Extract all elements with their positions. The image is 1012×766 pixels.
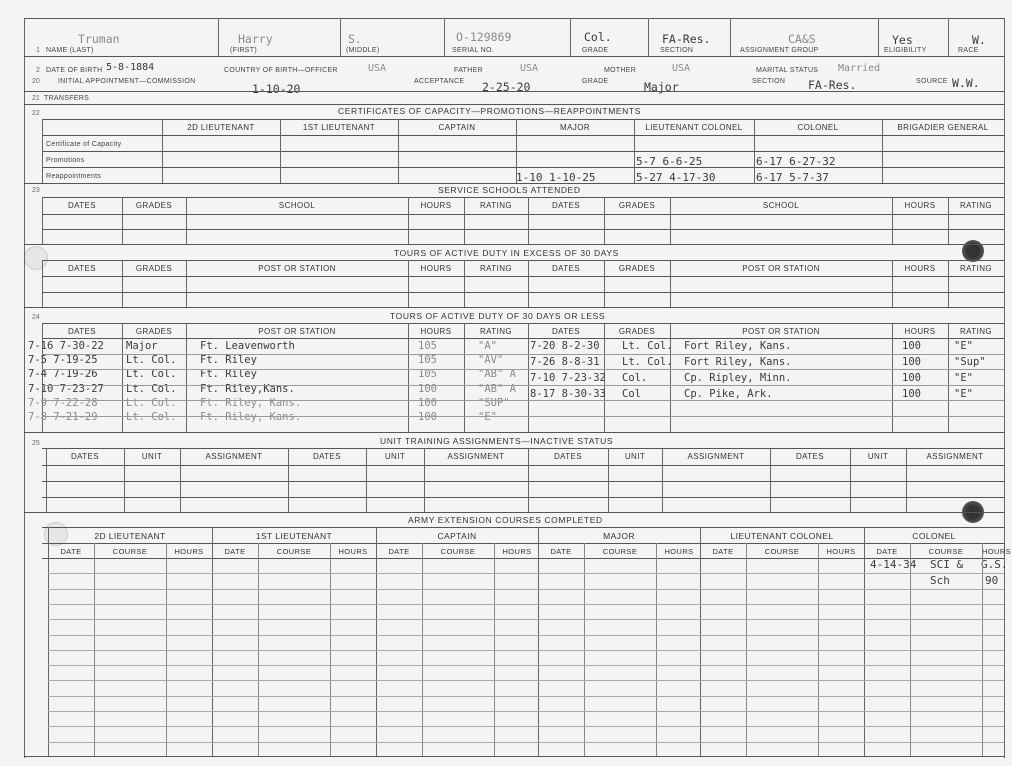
unit-training-header-2: ASSIGNMENT [205, 452, 263, 461]
extension-row-line [48, 573, 1004, 574]
grade-value: Col. [584, 30, 612, 44]
extension-sub-0-1: COURSE [112, 547, 148, 556]
label-first: (FIRST) [230, 47, 257, 54]
label-mother: MOTHER [604, 67, 637, 74]
tour-row-post: Fort Riley, Kans. [684, 356, 792, 368]
source-value: W.W. [952, 76, 980, 90]
extension-row-line [48, 711, 1004, 712]
tour-row-hours: 105 [418, 354, 437, 367]
tour-row-rating: "AV" [478, 354, 504, 367]
unit-training-header-1: UNIT [141, 452, 163, 461]
line-number: 2 [36, 67, 40, 74]
colonel-course-date: 4-14-34 [870, 558, 917, 571]
tours-short-header-4: RATING [479, 327, 513, 336]
tour-row-grade: Major [126, 340, 158, 352]
label-acceptance: ACCEPTANCE [414, 78, 465, 85]
tours-long-divider [186, 260, 187, 307]
tour-row-dates: 7-10 7-23-27 [28, 382, 104, 395]
tours-short-header-1: GRADES [135, 327, 173, 336]
extension-grade-divider [212, 527, 213, 756]
middle-name: S. [348, 32, 362, 46]
unit-training-header-8: ASSIGNMENT [687, 452, 745, 461]
unit-training-header-4: UNIT [384, 452, 406, 461]
service-schools-title: SERVICE SCHOOLS ATTENDED [438, 185, 581, 195]
extension-grade-divider [538, 527, 539, 756]
tour-row-grade: Col [622, 388, 641, 400]
tour-row-rating: "E" [954, 372, 973, 384]
label-country: COUNTRY OF BIRTH—OFFICER [224, 67, 338, 74]
tour-row-hours: 100 [418, 411, 437, 423]
label-middle: (MIDDLE) [346, 47, 380, 54]
line-number: 1 [36, 47, 40, 54]
extension-grade-0: 2D LIEUTENANT [94, 531, 166, 541]
tours-long-divider [670, 260, 671, 307]
tour-row-grade: Lt. Col. [622, 340, 673, 352]
dob-value: 5-8-1884 [106, 62, 155, 73]
unit-training-divider [46, 448, 47, 512]
line-number: 22 [32, 110, 40, 117]
tours-long-header-6: GRADES [618, 264, 656, 273]
assignment-group-value: CA&S [788, 32, 816, 46]
extension-row-line [48, 619, 1004, 620]
service-schools-divider [122, 197, 123, 244]
tour-row-grade: Lt. Col. [126, 382, 177, 395]
tours-short-header-2: POST OR STATION [258, 327, 336, 336]
unit-training-divider [124, 448, 125, 512]
service-schools-header-3: HOURS [420, 201, 452, 210]
label-source: SOURCE [916, 78, 948, 85]
first-name: Harry [238, 32, 273, 46]
tour-row-post: Ft. Riley [200, 368, 257, 381]
cert-col-ltcol: LIEUTENANT COLONEL [645, 123, 743, 132]
extension-grade-divider [700, 527, 701, 756]
col-promotion: 6-17 6-27-32 [756, 155, 836, 168]
tour-row-hours: 105 [418, 368, 437, 381]
tour-row-rating: "AB" A [478, 368, 516, 381]
tours-short-header-8: HOURS [904, 327, 936, 336]
unit-training-divider [180, 448, 181, 512]
line-number: 23 [32, 187, 40, 194]
extension-row-line [48, 696, 1004, 697]
extension-sub-1-0: DATE [224, 547, 246, 556]
appointment-value: 1-10-20 [252, 82, 301, 96]
last-name: Truman [78, 32, 120, 46]
service-schools-divider [1004, 197, 1005, 244]
section-appt-value: FA-Res. [808, 78, 857, 92]
cert-col-2dlt: 2D LIEUTENANT [187, 123, 255, 132]
tour-row-hours: 100 [902, 356, 921, 368]
tour-row-dates: 8-17 8-30-33 [530, 388, 606, 400]
tour-row-dates: 7-16 7-30-22 [28, 340, 104, 352]
tour-row-rating: "E" [954, 388, 973, 400]
tour-row-post: Ft. Leavenworth [200, 340, 295, 352]
tours-long-divider [604, 260, 605, 307]
line-number: 25 [32, 440, 40, 447]
label-marital: MARITAL STATUS [756, 67, 819, 74]
service-schools-divider [528, 197, 529, 244]
service-schools-header-4: RATING [479, 201, 513, 210]
tour-row-post: Ft. Riley [200, 354, 257, 367]
tour-row-dates: 7-5 7-19-25 [28, 354, 98, 367]
service-schools-divider [408, 197, 409, 244]
extension-grade-5: COLONEL [912, 531, 956, 541]
marital-value: Married [838, 63, 881, 74]
service-schools-divider [948, 197, 949, 244]
tours-short-title: TOURS OF ACTIVE DUTY OF 30 DAYS OR LESS [390, 311, 606, 321]
extension-row-line [48, 680, 1004, 681]
country-value: USA [368, 63, 387, 74]
label-father: FATHER [454, 67, 483, 74]
tour-row-grade: Lt. Col. [622, 356, 673, 368]
tour-row-post: Cp. Pike, Ark. [684, 388, 773, 400]
tour-row-rating: "E" [954, 340, 973, 352]
extension-grade-divider [48, 527, 49, 756]
tours-long-divider [122, 260, 123, 307]
tours-long-header-7: POST OR STATION [742, 264, 820, 273]
service-schools-header-0: DATES [67, 201, 97, 210]
cert-row-reappointments: Reappointments [46, 173, 102, 180]
line-number: 24 [32, 314, 40, 321]
tours-long-header-1: GRADES [135, 264, 173, 273]
label-last-name: NAME (LAST) [46, 47, 94, 54]
colonel-course-name: SCI & [930, 558, 964, 571]
service-schools-header-9: RATING [959, 201, 993, 210]
tour-row-rating: "SUP" [478, 396, 510, 409]
label-grade-appt: GRADE [582, 78, 609, 85]
tour-row-rating: "AB" A [478, 382, 516, 395]
unit-training-divider [850, 448, 851, 512]
label-assignment-group: ASSIGNMENT GROUP [740, 47, 819, 54]
service-schools-divider [892, 197, 893, 244]
label-grade: GRADE [582, 47, 609, 54]
label-section: SECTION [660, 47, 694, 54]
label-race: RACE [958, 47, 979, 54]
tours-long-divider [42, 260, 43, 307]
race-value: W. [972, 33, 986, 47]
tours-long-header-9: RATING [959, 264, 993, 273]
extension-grade-divider [376, 527, 377, 756]
unit-training-divider [662, 448, 663, 512]
col-reappointment: 6-17 5-7-37 [756, 171, 829, 184]
cert-col-colonel: COLONEL [797, 123, 839, 132]
extension-row-line [48, 650, 1004, 651]
tours-long-header-3: HOURS [420, 264, 452, 273]
extension-grade-4: LIEUTENANT COLONEL [730, 531, 834, 541]
cert-col-1stlt: 1ST LIEUTENANT [302, 123, 376, 132]
ltcol-promotion: 5-7 6-6-25 [636, 155, 703, 168]
extension-sub-2-0: DATE [388, 547, 410, 556]
extension-grade-3: MAJOR [603, 531, 635, 541]
unit-training-header-7: UNIT [624, 452, 646, 461]
extension-row-line [48, 635, 1004, 636]
extension-sub-2-1: COURSE [440, 547, 476, 556]
cert-col-captain: CAPTAIN [438, 123, 476, 132]
cert-row-promotions: Promotions [46, 157, 85, 164]
certificates-title: CERTIFICATES OF CAPACITY—PROMOTIONS—REAPPOINTMENTS [338, 106, 641, 116]
unit-training-divider [528, 448, 529, 512]
service-schools-divider [464, 197, 465, 244]
service-schools-divider [42, 197, 43, 244]
extension-row-line [48, 604, 1004, 605]
label-serial: SERIAL NO. [452, 47, 495, 54]
unit-training-divider [608, 448, 609, 512]
service-schools-header-1: GRADES [135, 201, 173, 210]
extension-row-line [48, 665, 1004, 666]
serial-number: O-129869 [456, 30, 512, 44]
tour-row-post: Ft. Riley, Kans. [200, 396, 302, 409]
unit-training-header-10: UNIT [867, 452, 889, 461]
colonel-course-hours: G.S. [981, 558, 1008, 571]
tour-row-line [42, 416, 1004, 417]
extension-sub-1-1: COURSE [276, 547, 312, 556]
tours-short-divider [1004, 323, 1005, 432]
tour-row-rating: "E" [478, 411, 497, 423]
extension-sub-5-1: COURSE [928, 547, 964, 556]
line-number: 20 [32, 78, 40, 85]
tour-row-line [42, 385, 1004, 386]
tour-row-line [42, 400, 1004, 401]
tours-long-header-4: RATING [479, 264, 513, 273]
tours-short-header-3: HOURS [420, 327, 452, 336]
extension-row-line [48, 589, 1004, 590]
unit-training-divider [424, 448, 425, 512]
colonel-course-name-2: Sch [930, 574, 950, 587]
extension-grade-2: CAPTAIN [437, 531, 477, 541]
extension-sub-5-2: HOURS [982, 547, 1012, 556]
father-value: USA [520, 63, 539, 74]
major-reappointment: 1-10 1-10-25 [516, 171, 596, 184]
unit-training-divider [906, 448, 907, 512]
tour-row-hours: 105 [418, 340, 437, 352]
tours-short-header-6: GRADES [618, 327, 656, 336]
extension-sub-5-0: DATE [876, 547, 898, 556]
tours-long-header-8: HOURS [904, 264, 936, 273]
extension-sub-4-0: DATE [712, 547, 734, 556]
extension-grade-divider [864, 527, 865, 756]
tour-row-grade: Col. [622, 372, 648, 384]
cert-row-capacity: Certificate of Capacity [46, 141, 122, 148]
label-initial-appointment: INITIAL APPOINTMENT—COMMISSION [58, 78, 196, 85]
extension-sub-3-0: DATE [550, 547, 572, 556]
tours-long-divider [948, 260, 949, 307]
service-schools-header-2: SCHOOL [278, 201, 316, 210]
tour-row-grade: Lt. Col. [126, 396, 177, 409]
tour-row-dates: 7-26 8-8-31 [530, 356, 600, 368]
unit-training-divider [770, 448, 771, 512]
acceptance-value: 2-25-20 [482, 80, 531, 94]
tours-long-divider [408, 260, 409, 307]
unit-training-header-9: DATES [795, 452, 825, 461]
service-schools-divider [604, 197, 605, 244]
extension-row-line [48, 726, 1004, 727]
tour-row-hours: 100 [418, 382, 437, 395]
tour-row-post: Cp. Ripley, Minn. [684, 372, 792, 384]
tours-long-header-0: DATES [67, 264, 97, 273]
tour-row-hours: 100 [902, 388, 921, 400]
extension-sub-0-2: HOURS [174, 547, 204, 556]
tours-long-title: TOURS OF ACTIVE DUTY IN EXCESS OF 30 DAYS [394, 248, 619, 258]
extension-grade-1: 1ST LIEUTENANT [255, 531, 333, 541]
tour-row-post: Ft. Riley, Kans. [200, 411, 302, 423]
extension-sub-4-1: COURSE [764, 547, 800, 556]
line-number: 21 [32, 95, 40, 102]
tour-row-grade: Lt. Col. [126, 354, 177, 367]
extension-sub-3-1: COURSE [602, 547, 638, 556]
label-transfers: TRANSFERS [44, 95, 90, 102]
label-section-appt: SECTION [752, 78, 786, 85]
tours-short-header-5: DATES [551, 327, 581, 336]
tour-row-rating: "Sup" [954, 356, 986, 368]
unit-training-header-0: DATES [70, 452, 100, 461]
cert-col-major: MAJOR [560, 123, 590, 132]
extension-title: ARMY EXTENSION COURSES COMPLETED [408, 515, 603, 525]
service-schools-header-5: DATES [551, 201, 581, 210]
tour-row-post: Ft. Riley,Kans. [200, 382, 295, 395]
ltcol-reappointment: 5-27 4-17-30 [636, 171, 716, 184]
extension-sub-0-0: DATE [60, 547, 82, 556]
tours-long-divider [1004, 260, 1005, 307]
extension-sub-2-2: HOURS [502, 547, 532, 556]
tours-short-header-9: RATING [959, 327, 993, 336]
tour-row-dates: 7-9 7-22-28 [28, 396, 98, 409]
cert-col-brig: BRIGADIER GENERAL [897, 123, 989, 132]
unit-training-title: UNIT TRAINING ASSIGNMENTS—INACTIVE STATUS [380, 436, 614, 446]
extension-row-line [48, 742, 1004, 743]
label-eligibility: ELIGIBILITY [884, 47, 927, 54]
service-schools-divider [670, 197, 671, 244]
unit-training-header-5: ASSIGNMENT [447, 452, 505, 461]
tours-long-header-5: DATES [551, 264, 581, 273]
unit-training-header-6: DATES [553, 452, 583, 461]
label-dob: DATE OF BIRTH [46, 67, 103, 74]
tour-row-grade: Lt. Col. [126, 368, 177, 381]
tour-row-hours: 100 [418, 396, 437, 409]
tours-long-header-2: POST OR STATION [258, 264, 336, 273]
unit-training-divider [288, 448, 289, 512]
extension-sub-1-2: HOURS [338, 547, 368, 556]
mother-value: USA [672, 63, 691, 74]
unit-training-header-11: ASSIGNMENT [926, 452, 984, 461]
tours-long-divider [892, 260, 893, 307]
tours-short-header-7: POST OR STATION [742, 327, 820, 336]
unit-training-header-3: DATES [312, 452, 342, 461]
extension-sub-4-2: HOURS [826, 547, 856, 556]
eligibility-value: Yes [892, 33, 913, 47]
service-schools-header-7: SCHOOL [762, 201, 800, 210]
tour-row-hours: 100 [902, 372, 921, 384]
tours-short-header-0: DATES [67, 327, 97, 336]
tour-row-grade: Lt. Col. [126, 411, 177, 423]
service-schools-divider [186, 197, 187, 244]
tour-row-rating: "A" [478, 340, 497, 352]
grade-appt-value: Major [644, 80, 679, 94]
service-schools-header-6: GRADES [618, 201, 656, 210]
tour-row-dates: 7-10 7-23-32 [530, 372, 606, 384]
tour-row-dates: 7-20 8-2-30 [530, 340, 600, 352]
tour-row-post: Fort Riley, Kans. [684, 340, 792, 352]
unit-training-divider [1004, 448, 1005, 512]
tour-row-dates: 7-8 7-21-29 [28, 411, 98, 423]
tours-long-divider [528, 260, 529, 307]
service-schools-header-8: HOURS [904, 201, 936, 210]
tour-row-line [42, 354, 1004, 355]
tour-row-hours: 100 [902, 340, 921, 352]
extension-sub-3-2: HOURS [664, 547, 694, 556]
unit-training-divider [366, 448, 367, 512]
colonel-course-hours-2: 90 [985, 574, 999, 587]
section-value: FA-Res. [662, 32, 711, 46]
tour-row-line [42, 369, 1004, 370]
tour-row-dates: 7-4 7-19-26 [28, 368, 98, 381]
tours-long-divider [464, 260, 465, 307]
